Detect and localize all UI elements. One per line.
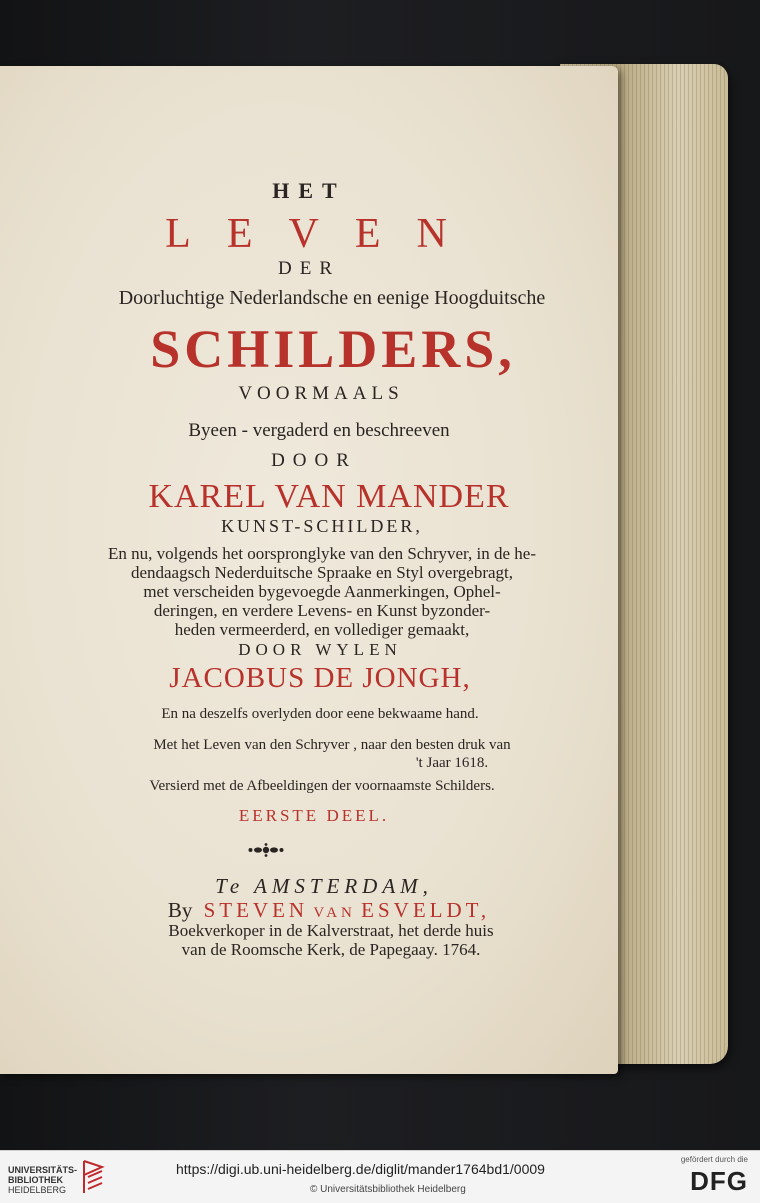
editor-name: JACOBUS DE JONGH,: [169, 662, 471, 694]
title-description: [0, 544, 618, 639]
met-line: 't Jaar 1618.: [415, 755, 489, 771]
viewer-footer: [0, 1150, 760, 1203]
publisher-last: ESVELDT,: [361, 898, 491, 922]
title-doorluchtige: Doorluchtige Nederlandsche en eenige Hoogduitsche: [118, 287, 546, 309]
imprint-line: van de Roomsche Kerk, de Papegaay. 1764.: [181, 940, 481, 959]
description-line: heden vermeerderd, en vollediger gemaakt,: [174, 620, 470, 639]
funder-note: gefördert durch die: [680, 1155, 748, 1164]
dfg-logo[interactable]: DFG: [690, 1166, 748, 1196]
title-schilders: SCHILDERS,: [150, 319, 516, 379]
logo-line: UNIVERSITÄTS-: [8, 1165, 78, 1175]
description-line: deringen, en verdere Levens- en Kunst byzonder-: [153, 601, 491, 620]
title-byeen: Byeen - vergaderd en beschreeven: [188, 420, 450, 441]
description-line: met verscheiden bygevoegde Aanmerkingen, Ophel-: [143, 582, 501, 601]
publisher-first: STEVEN: [203, 898, 309, 922]
imprint-place: Te AMSTERDAM,: [215, 874, 433, 898]
copyright-text: © Universitätsbibliothek Heidelberg: [310, 1184, 466, 1195]
title-leven: LEVEN: [165, 211, 483, 257]
title-met-leven: [0, 736, 618, 772]
library-logo-text[interactable]: [8, 1165, 77, 1195]
met-line: Met het Leven van den Schryver , naar den besten druk van: [153, 737, 511, 753]
logo-line: BIBLIOTHEK: [8, 1175, 63, 1185]
publisher-van: VAN: [313, 905, 356, 921]
description-line: En nu, volgends het oorspronglyke van den Schryver, in de he-: [108, 544, 536, 563]
author-name: KAREL VAN MANDER: [148, 478, 510, 515]
author-role: KUNST-SCHILDER,: [221, 516, 423, 536]
logo-line: HEIDELBERG: [8, 1185, 67, 1195]
description-line: dendaagsch Nederduitsche Spraake en Styl overgebragt,: [130, 563, 514, 582]
title-door: DOOR: [271, 450, 357, 471]
imprint-address: [0, 921, 618, 959]
title-versierd: Versierd met de Afbeeldingen der voornaamste Schilders.: [149, 778, 495, 794]
title-page: [0, 66, 618, 1074]
title-het: HET: [272, 178, 346, 203]
title-continuation: En na deszelfs overlyden door eene bekwaame hand.: [161, 706, 479, 722]
imprint-line: Boekverkoper in de Kalverstraat, het derde huis: [168, 921, 494, 940]
imprint-publisher: [0, 898, 618, 923]
title-voormaals: VOORMAALS: [238, 383, 404, 404]
title-door-wylen: DOOR WYLEN: [238, 640, 402, 659]
imprint-by: By: [167, 898, 193, 922]
title-der: DER: [278, 258, 340, 279]
permalink-url[interactable]: https://digi.ub.uni-heidelberg.de/diglit/mander1764bd1/0009: [176, 1161, 545, 1177]
library-logo-icon[interactable]: [80, 1157, 106, 1197]
ornament-icon: [246, 842, 286, 858]
volume-label: EERSTE DEEL.: [238, 806, 390, 825]
